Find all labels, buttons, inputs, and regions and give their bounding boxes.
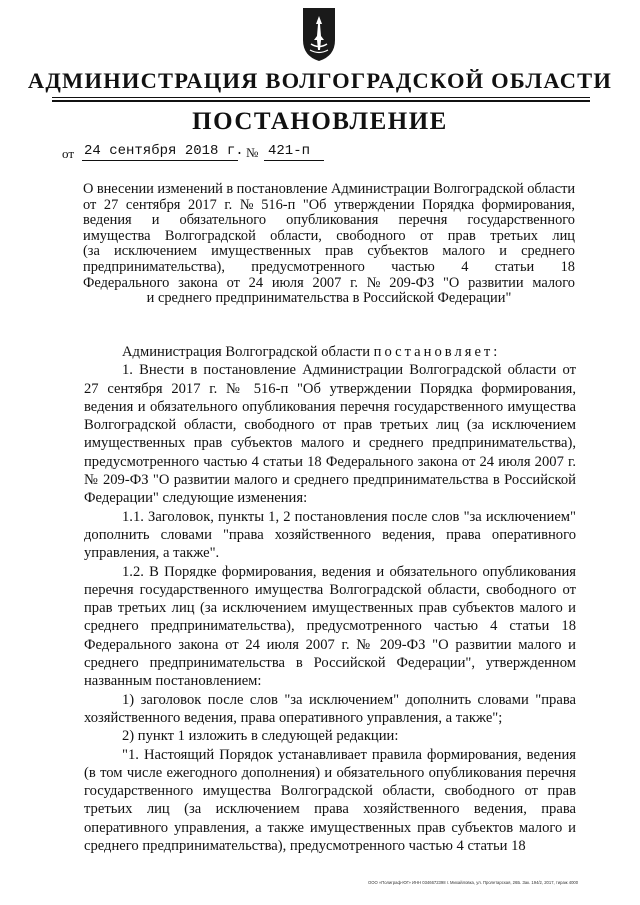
organization-title: АДМИНИСТРАЦИЯ ВОЛГОГРАДСКОЙ ОБЛАСТИ [27, 68, 613, 93]
body-paragraph: 1.1. Заголовок, пункты 1, 2 постановления после слов "за исключением" дополнить словами "права хозяйственного ведения, права оперативного управления, а также". [84, 508, 576, 562]
intro-paragraph [84, 343, 576, 361]
subject-line: О внесении изменений в постановление Администрации Волгоградской области [83, 181, 575, 197]
document-date: 24 сентября 2018 г. [84, 143, 244, 159]
header-rule-thin [52, 97, 590, 98]
document-subject [83, 182, 575, 307]
document-date-number [62, 143, 362, 163]
subject-line: имущества Волгоградской области, свободного от прав третьих лиц [83, 227, 575, 244]
intro-verb: постановляет: [373, 344, 501, 360]
body-paragraph: 1) заголовок после слов "за исключением" дополнить словами "права хозяйственного ведения, права оперативного управления, а также"; [84, 691, 576, 726]
number-sign: № [246, 145, 259, 160]
subject-line: и среднего предпринимательства в Российской Федерации" [146, 290, 512, 307]
document-number: 421-п [268, 143, 311, 159]
subject-line: ведения и обязательного опубликования перечня государственного [83, 212, 575, 229]
body-paragraph: 2) пункт 1 изложить в следующей редакции: [122, 728, 399, 745]
subject-line: Федерального закона от 24 июля 2007 г. № 209-ФЗ "О развитии малого [83, 274, 575, 291]
date-underline [82, 160, 238, 161]
subject-line: (за исключением имущественных прав субъектов малого и среднего [83, 243, 575, 260]
intro-prefix: Администрация Волгоградской области [122, 344, 371, 360]
document-body [84, 343, 576, 855]
body-paragraph: "1. Настоящий Порядок устанавливает правила формирования, ведения (в том числе ежегодного дополнения) и обязательного опубликования перечня государственного имущества Волгоградской области, свободного от прав третьих лиц (за исключением права хозяйственного ведения, права оперативного управления, а также имущественных прав субъектов малого и среднего предпринимательства), предусмотренного частью 4 статьи 18 [84, 746, 576, 855]
number-underline [264, 160, 324, 161]
body-paragraph: 1.2. В Порядке формирования, ведения и обязательного опубликования перечня государственного имущества Волгоградской области, свободного от прав третьих лиц (за исключением имущественных прав субъектов малого и среднего предпринимательства), предусмотренного частью 4 статьи 18 Федерального закона от 24 июля 2007 г. № 209-ФЗ "О развитии малого и среднего предпринимательства в Российской Федерации", утвержденном названным постановлением: [84, 563, 576, 690]
document-type-title: ПОСТАНОВЛЕНИЕ [192, 108, 448, 135]
printer-footer: ООО «Полиграф-ЮГ» ИНН 0346672398 г. Михайловка, ул. Пролетарская, 26Б. Зак. 194/2, 2017, тираж 4000 [368, 880, 579, 885]
subject-line: от 27 сентября 2017 г. № 516-п "Об утверждении Порядка формирования, [83, 196, 575, 213]
body-paragraph: 1. Внести в постановление Администрации Волгоградской области от 27 сентября 2017 г. № 516-п "Об утверждении Порядка формирования, ведения и обязательного опубликования перечня государственного имущества Волгоградской области, свободного от прав третьих лиц (за исключением имущественных прав субъектов малого и среднего предпринимательства), предусмотренного частью 4 статьи 18 Федерального закона от 24 июля 2007 г. № 209-ФЗ "О развитии малого и среднего предпринимательства в Российской Федерации" следующие изменения: [84, 362, 576, 507]
header-rule-thick [52, 100, 590, 102]
date-prefix: от [62, 146, 75, 161]
subject-line: предпринимательства), предусмотренного частью 4 статьи 18 [83, 258, 575, 275]
coat-of-arms-emblem [301, 6, 337, 62]
